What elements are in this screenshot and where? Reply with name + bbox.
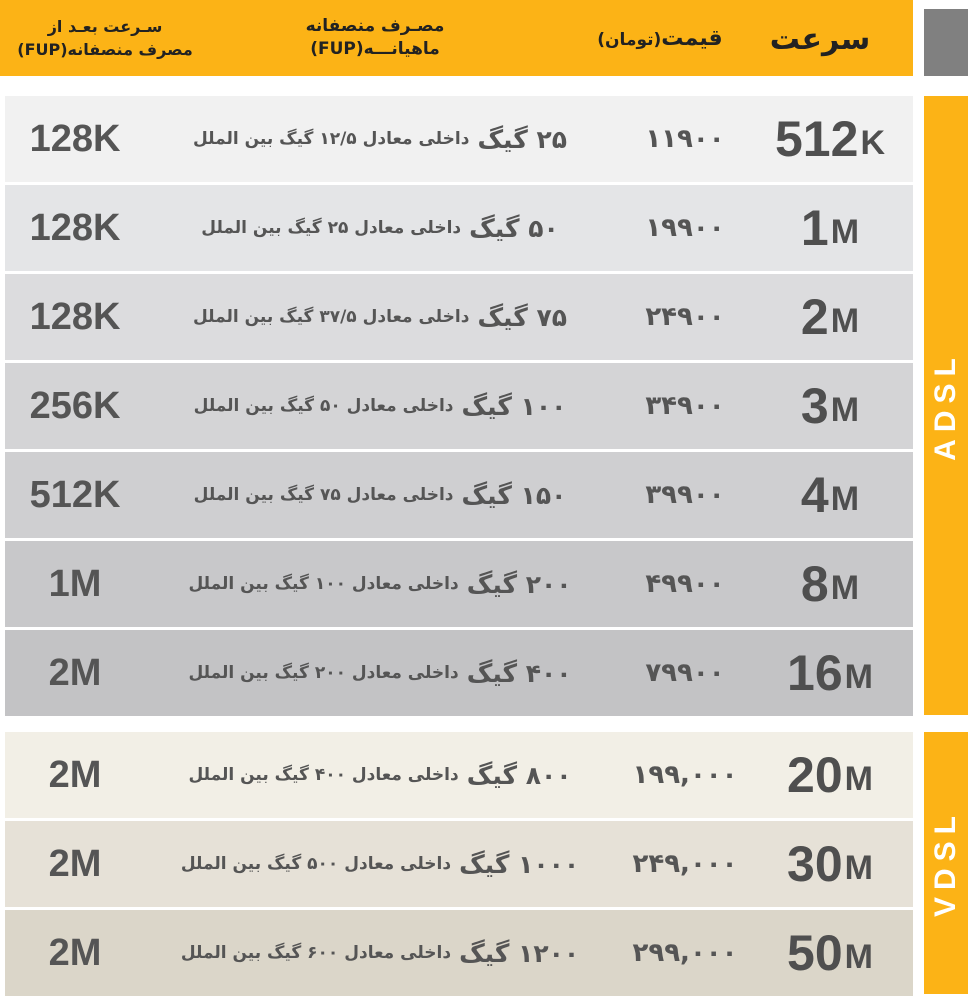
vdsl-label: VDSL — [929, 808, 963, 918]
fair-use-cell — [145, 630, 615, 716]
speed-value: 2 — [800, 289, 829, 345]
fair-use-amount: ۴۰۰ گیگ — [466, 658, 572, 688]
table-row — [5, 910, 913, 996]
header-price — [570, 26, 750, 51]
header-fup-speed — [5, 15, 205, 61]
table-row — [5, 274, 913, 360]
speed-unit: M — [830, 568, 860, 607]
speed-value: 3 — [800, 378, 829, 434]
speed-cell — [755, 274, 905, 360]
speed-cell — [755, 910, 905, 996]
fup-speed-cell: 2M — [48, 651, 102, 694]
header-price-unit: (تومان) — [597, 30, 662, 50]
fair-use-detail: داخلی معادل ۵۰ گیگ بین الملل — [193, 396, 454, 416]
fup-speed-cell: 2M — [48, 931, 102, 974]
fair-use-amount: ۱۲۰۰ گیگ — [459, 938, 580, 968]
fair-use-amount: ۱۵۰ گیگ — [461, 480, 567, 510]
fair-use-amount: ۱۰۰۰ گیگ — [459, 849, 580, 879]
fup-speed-cell: 128K — [29, 295, 121, 338]
fair-use-cell — [145, 185, 615, 271]
fair-use-cell — [145, 821, 615, 907]
fair-use-detail: داخلی معادل ۱۲/۵ گیگ بین الملل — [192, 129, 470, 149]
header-speed: سرعت — [769, 22, 871, 57]
speed-value: 4 — [800, 467, 829, 523]
price-cell: ۱۹۹,۰۰۰ — [632, 760, 738, 790]
price-cell: ۱۹۹۰۰ — [645, 213, 725, 243]
speed-unit: M — [844, 848, 873, 887]
speed-unit: M — [830, 390, 860, 429]
price-cell: ۴۹۹۰۰ — [645, 569, 725, 599]
speed-value: 1 — [800, 200, 829, 256]
price-cell: ۲۴۹,۰۰۰ — [632, 849, 738, 879]
price-cell: ۱۱۹۰۰ — [645, 124, 725, 154]
header-fair-use — [290, 15, 460, 61]
speed-value: 20 — [787, 747, 843, 803]
vdsl-section-bar — [924, 732, 968, 994]
speed-cell — [755, 821, 905, 907]
speed-cell — [755, 363, 905, 449]
table-row — [5, 185, 913, 271]
speed-unit: M — [844, 657, 873, 696]
fup-speed-cell: 256K — [29, 384, 121, 427]
fair-use-detail: داخلی معادل ۱۰۰ گیگ بین الملل — [188, 574, 459, 594]
speed-cell — [755, 732, 905, 818]
table-row — [5, 452, 913, 538]
fair-use-amount: ۱۰۰ گیگ — [461, 391, 567, 421]
speed-unit: M — [844, 759, 873, 798]
fair-use-cell — [145, 363, 615, 449]
adsl-section-bar — [924, 96, 968, 715]
table-row — [5, 630, 913, 716]
table-row — [5, 821, 913, 907]
header-fair-use-line1: مصـرف منصفانه — [305, 16, 445, 36]
fair-use-cell — [145, 541, 615, 627]
fair-use-detail: داخلی معادل ۵۰۰ گیگ بین الملل — [180, 854, 452, 874]
fup-speed-cell: 512K — [29, 473, 121, 516]
fair-use-amount: ۲۰۰ گیگ — [466, 569, 572, 599]
fair-use-amount: ۵۰ گیگ — [469, 213, 559, 243]
fup-speed-cell: 2M — [48, 753, 102, 796]
speed-cell — [755, 630, 905, 716]
speed-cell — [755, 96, 905, 182]
price-cell: ۳۴۹۰۰ — [645, 391, 725, 421]
table-row — [5, 541, 913, 627]
fair-use-cell — [145, 910, 615, 996]
speed-cell — [755, 541, 905, 627]
speed-unit: M — [830, 212, 860, 251]
adsl-label: ADSL — [929, 350, 963, 461]
price-cell: ۲۴۹۰۰ — [645, 302, 725, 332]
fair-use-detail: داخلی معادل ۲۵ گیگ بین الملل — [201, 218, 462, 238]
fup-speed-cell: 1M — [48, 562, 102, 605]
price-cell: ۳۹۹۰۰ — [645, 480, 725, 510]
header-fup-speed-line1: سـرعت بعـد از — [47, 17, 163, 36]
fup-speed-cell: 128K — [29, 117, 121, 160]
speed-unit: M — [830, 479, 860, 518]
fair-use-amount: ۸۰۰ گیگ — [466, 760, 572, 790]
fair-use-detail: داخلی معادل ۴۰۰ گیگ بین الملل — [188, 765, 459, 785]
price-cell: ۲۹۹,۰۰۰ — [632, 938, 738, 968]
speed-value: 8 — [800, 556, 829, 612]
speed-unit: M — [830, 301, 860, 340]
table-row — [5, 96, 913, 182]
table-row — [5, 732, 913, 818]
speed-value: 16 — [787, 645, 843, 701]
speed-value: 30 — [787, 836, 843, 892]
header-fair-use-line2: ماهیانـــه(FUP) — [310, 39, 440, 59]
header-price-label: قیمت — [661, 26, 723, 51]
fair-use-cell — [145, 274, 615, 360]
price-cell: ۷۹۹۰۰ — [645, 658, 725, 688]
fair-use-cell — [145, 452, 615, 538]
header-corner-block — [924, 9, 968, 76]
speed-unit: M — [844, 937, 873, 976]
table-row — [5, 363, 913, 449]
fup-speed-cell: 2M — [48, 842, 102, 885]
fair-use-amount: ۷۵ گیگ — [477, 302, 568, 332]
table-header — [0, 0, 913, 76]
fair-use-detail: داخلی معادل ۷۵ گیگ بین الملل — [193, 485, 454, 505]
speed-cell — [755, 185, 905, 271]
fair-use-cell — [145, 96, 615, 182]
speed-cell — [755, 452, 905, 538]
speed-value: 512 — [775, 111, 859, 167]
fair-use-detail: داخلی معادل ۳۷/۵ گیگ بین الملل — [192, 307, 470, 327]
fup-speed-cell: 128K — [29, 206, 121, 249]
fair-use-amount: ۲۵ گیگ — [477, 124, 568, 154]
fair-use-detail: داخلی معادل ۲۰۰ گیگ بین الملل — [188, 663, 459, 683]
header-fup-speed-line2: مصرف منصفانه(FUP) — [17, 40, 193, 59]
speed-value: 50 — [787, 925, 843, 981]
fair-use-detail: داخلی معادل ۶۰۰ گیگ بین الملل — [180, 943, 452, 963]
speed-unit: K — [860, 123, 885, 162]
fair-use-cell — [145, 732, 615, 818]
